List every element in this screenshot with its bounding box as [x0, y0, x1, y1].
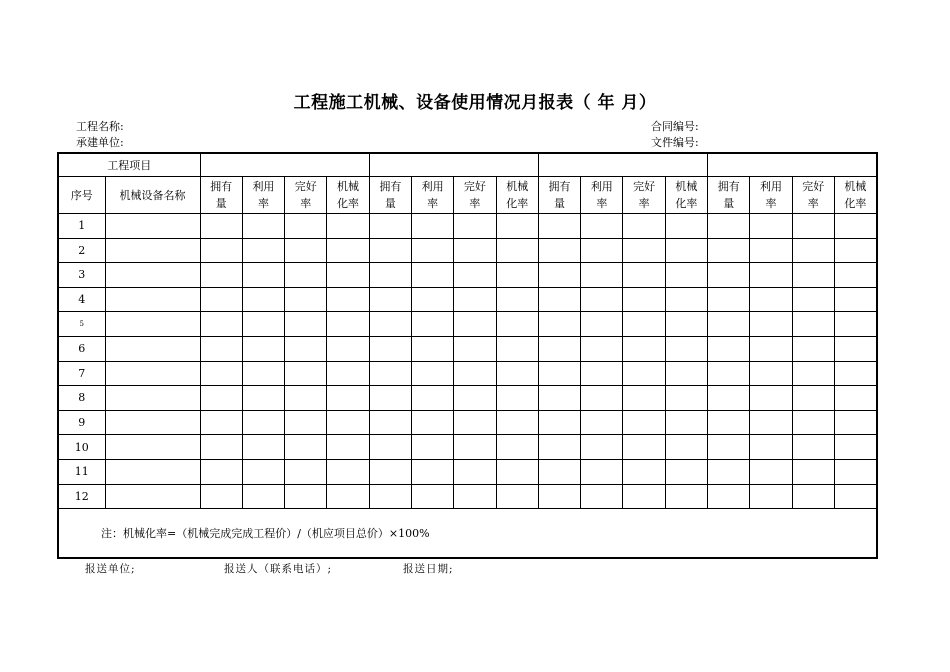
data-cell[interactable]: [834, 484, 876, 509]
data-cell[interactable]: [581, 214, 623, 239]
data-cell[interactable]: [242, 484, 284, 509]
data-cell[interactable]: [750, 238, 792, 263]
data-cell[interactable]: [538, 287, 580, 312]
data-cell[interactable]: [581, 287, 623, 312]
data-cell[interactable]: [708, 459, 750, 484]
metric-header-line: 完好: [633, 180, 656, 193]
data-cell[interactable]: [411, 238, 453, 263]
equipment-name-cell[interactable]: [105, 336, 200, 361]
data-cell[interactable]: [285, 459, 327, 484]
metric-header-line: 完好: [294, 180, 317, 193]
data-cell[interactable]: [411, 484, 453, 509]
data-cell[interactable]: [200, 459, 242, 484]
data-cell[interactable]: [242, 361, 284, 386]
metric-header-line: 机械: [844, 180, 867, 193]
data-cell[interactable]: [834, 435, 876, 460]
data-cell[interactable]: [623, 312, 665, 337]
equipment-name-cell[interactable]: [105, 361, 200, 386]
note-row: [58, 509, 877, 559]
metric-header: [581, 177, 623, 214]
data-cell[interactable]: [708, 214, 750, 239]
metric-header-line: 完好: [802, 180, 825, 193]
data-cell[interactable]: [708, 484, 750, 509]
data-cell[interactable]: [369, 386, 411, 411]
equipment-name-cell[interactable]: [105, 263, 200, 288]
data-cell[interactable]: [834, 312, 876, 337]
equipment-name-cell[interactable]: [105, 459, 200, 484]
data-cell[interactable]: [411, 287, 453, 312]
row-number: 7: [58, 361, 105, 386]
data-cell[interactable]: [581, 238, 623, 263]
contractor-label: 承建单位:: [76, 136, 124, 149]
data-cell[interactable]: [708, 410, 750, 435]
metric-header-line: 利用: [590, 180, 613, 193]
data-cell[interactable]: [496, 336, 538, 361]
data-cell[interactable]: [750, 484, 792, 509]
data-cell[interactable]: [750, 459, 792, 484]
data-cell[interactable]: [200, 263, 242, 288]
metric-header: [792, 177, 834, 214]
data-cell[interactable]: [538, 459, 580, 484]
data-cell[interactable]: [708, 263, 750, 288]
metric-header-line: 量: [215, 197, 227, 210]
data-cell[interactable]: [200, 484, 242, 509]
data-cell[interactable]: [538, 312, 580, 337]
data-cell[interactable]: [623, 435, 665, 460]
data-cell[interactable]: [411, 312, 453, 337]
data-cell[interactable]: [581, 459, 623, 484]
data-cell[interactable]: [581, 263, 623, 288]
equipment-report-table: [57, 152, 878, 559]
data-cell[interactable]: [285, 263, 327, 288]
data-cell[interactable]: [369, 312, 411, 337]
metric-header-line: 完好: [463, 180, 486, 193]
data-cell[interactable]: [285, 238, 327, 263]
data-cell[interactable]: [665, 238, 707, 263]
metric-header: [834, 177, 876, 214]
data-cell[interactable]: [750, 263, 792, 288]
data-cell[interactable]: [242, 287, 284, 312]
data-cell[interactable]: [411, 214, 453, 239]
row-number: 10: [58, 435, 105, 460]
data-cell[interactable]: [834, 386, 876, 411]
data-cell[interactable]: [581, 386, 623, 411]
data-cell[interactable]: [454, 238, 496, 263]
data-cell[interactable]: [834, 287, 876, 312]
data-cell[interactable]: [792, 287, 834, 312]
row-number: 6: [58, 336, 105, 361]
metric-header-line: 率: [257, 197, 269, 210]
data-cell[interactable]: [665, 459, 707, 484]
data-cell[interactable]: [285, 386, 327, 411]
data-cell[interactable]: [454, 435, 496, 460]
data-cell[interactable]: [369, 263, 411, 288]
data-cell[interactable]: [285, 336, 327, 361]
note-text: 注：机械化率=（机械完成完成工程价）/（机应项目总价）×100%: [58, 509, 877, 559]
footer-submitting-unit: 报送单位;: [85, 563, 136, 575]
data-cell[interactable]: [327, 238, 369, 263]
data-cell[interactable]: [665, 263, 707, 288]
data-cell[interactable]: [750, 435, 792, 460]
data-cell[interactable]: [665, 287, 707, 312]
data-cell[interactable]: [708, 287, 750, 312]
metric-header-line: 量: [384, 197, 396, 210]
data-cell[interactable]: [792, 214, 834, 239]
data-cell[interactable]: [454, 214, 496, 239]
data-cell[interactable]: [792, 459, 834, 484]
metric-header-line: 量: [723, 197, 735, 210]
data-cell[interactable]: [792, 336, 834, 361]
seq-header: 序号: [58, 177, 105, 214]
row-number: 8: [58, 386, 105, 411]
data-cell[interactable]: [411, 459, 453, 484]
footer-submitter: 报送人（联系电话）;: [224, 563, 333, 575]
row-number: 11: [58, 459, 105, 484]
project-name-label: 工程名称:: [76, 120, 124, 133]
data-cell[interactable]: [496, 312, 538, 337]
data-cell[interactable]: [708, 336, 750, 361]
data-cell[interactable]: [327, 410, 369, 435]
metric-header: [708, 177, 750, 214]
data-cell[interactable]: [454, 386, 496, 411]
equipment-name-cell[interactable]: [105, 238, 200, 263]
metric-header-line: 利用: [252, 180, 275, 193]
data-cell[interactable]: [454, 263, 496, 288]
data-cell[interactable]: [623, 459, 665, 484]
data-cell[interactable]: [792, 263, 834, 288]
metric-header-line: 率: [469, 197, 481, 210]
metric-header: [369, 177, 411, 214]
row-number: 1: [58, 214, 105, 239]
data-cell[interactable]: [242, 214, 284, 239]
project-item-label: 工程项目: [58, 153, 200, 177]
table-row: [58, 459, 877, 484]
metric-header-line: 利用: [760, 180, 782, 193]
data-cell[interactable]: [200, 361, 242, 386]
data-cell[interactable]: [369, 484, 411, 509]
data-cell[interactable]: [750, 361, 792, 386]
metric-header: [411, 177, 453, 214]
header-row-project: [58, 153, 877, 177]
data-cell[interactable]: [242, 410, 284, 435]
data-cell[interactable]: [834, 336, 876, 361]
equipment-name-cell[interactable]: [105, 312, 200, 337]
metric-header-line: 拥有: [548, 180, 571, 193]
table-row: [58, 435, 877, 460]
equipment-name-cell[interactable]: [105, 287, 200, 312]
equipment-name-header: 机械设备名称: [105, 177, 200, 214]
data-cell[interactable]: [285, 312, 327, 337]
data-cell[interactable]: [496, 287, 538, 312]
metric-header-line: 机械: [675, 180, 698, 193]
data-cell[interactable]: [327, 361, 369, 386]
data-cell[interactable]: [369, 361, 411, 386]
data-cell[interactable]: [454, 336, 496, 361]
metric-header-line: 化率: [675, 197, 698, 210]
metric-header-line: 率: [300, 197, 312, 210]
data-cell[interactable]: [327, 214, 369, 239]
project-item-cell[interactable]: [538, 153, 707, 177]
data-cell[interactable]: [411, 435, 453, 460]
data-cell[interactable]: [327, 287, 369, 312]
data-cell[interactable]: [792, 386, 834, 411]
file-no-label: 文件编号:: [651, 136, 699, 149]
data-cell[interactable]: [708, 386, 750, 411]
data-cell[interactable]: [496, 386, 538, 411]
header-row-columns: [58, 177, 877, 214]
data-cell[interactable]: [792, 410, 834, 435]
data-cell[interactable]: [496, 410, 538, 435]
contract-no-label: 合同编号:: [651, 120, 699, 133]
data-cell[interactable]: [496, 459, 538, 484]
data-cell[interactable]: [665, 336, 707, 361]
table-row: [58, 263, 877, 288]
data-cell[interactable]: [369, 287, 411, 312]
data-cell[interactable]: [708, 312, 750, 337]
data-cell[interactable]: [411, 336, 453, 361]
data-cell[interactable]: [834, 214, 876, 239]
data-cell[interactable]: [538, 336, 580, 361]
data-cell[interactable]: [285, 484, 327, 509]
data-cell[interactable]: [200, 214, 242, 239]
metric-header-line: 率: [765, 197, 777, 210]
data-cell[interactable]: [538, 484, 580, 509]
data-cell[interactable]: [454, 361, 496, 386]
row-number: 5: [58, 312, 105, 337]
data-cell[interactable]: [285, 410, 327, 435]
data-cell[interactable]: [708, 361, 750, 386]
table-row: [58, 336, 877, 361]
data-cell[interactable]: [327, 312, 369, 337]
data-cell[interactable]: [496, 361, 538, 386]
metric-header-line: 机械: [506, 180, 529, 193]
data-cell[interactable]: [581, 435, 623, 460]
data-cell[interactable]: [623, 484, 665, 509]
metric-header-line: 化率: [337, 197, 360, 210]
table-row: [58, 214, 877, 239]
data-cell[interactable]: [454, 484, 496, 509]
data-cell[interactable]: [242, 263, 284, 288]
data-cell[interactable]: [242, 238, 284, 263]
data-cell[interactable]: [369, 238, 411, 263]
data-cell[interactable]: [327, 386, 369, 411]
data-cell[interactable]: [496, 435, 538, 460]
row-number: 4: [58, 287, 105, 312]
equipment-name-cell[interactable]: [105, 484, 200, 509]
table-row: [58, 386, 877, 411]
data-cell[interactable]: [369, 435, 411, 460]
data-cell[interactable]: [538, 214, 580, 239]
data-cell[interactable]: [496, 484, 538, 509]
metric-header-line: 机械: [337, 180, 360, 193]
data-cell[interactable]: [200, 386, 242, 411]
data-cell[interactable]: [454, 287, 496, 312]
data-cell[interactable]: [581, 336, 623, 361]
metric-header-line: 率: [427, 197, 439, 210]
data-cell[interactable]: [792, 435, 834, 460]
data-cell[interactable]: [623, 214, 665, 239]
metric-header-line: 拥有: [717, 180, 740, 193]
data-cell[interactable]: [242, 312, 284, 337]
metric-header: [327, 177, 369, 214]
data-cell[interactable]: [665, 435, 707, 460]
data-cell[interactable]: [200, 238, 242, 263]
row-number: 9: [58, 410, 105, 435]
project-item-cell[interactable]: [369, 153, 538, 177]
equipment-name-cell[interactable]: [105, 214, 200, 239]
data-cell[interactable]: [834, 238, 876, 263]
data-cell[interactable]: [200, 287, 242, 312]
metric-header-line: 率: [596, 197, 608, 210]
project-item-cell[interactable]: [708, 153, 877, 177]
metric-header-line: 拥有: [210, 180, 233, 193]
data-cell[interactable]: [285, 435, 327, 460]
data-cell[interactable]: [454, 459, 496, 484]
data-cell[interactable]: [327, 459, 369, 484]
data-cell[interactable]: [708, 435, 750, 460]
data-cell[interactable]: [750, 336, 792, 361]
footer-submit-date: 报送日期;: [403, 563, 454, 575]
data-cell[interactable]: [200, 336, 242, 361]
table-row: [58, 287, 877, 312]
metric-header: [538, 177, 580, 214]
metric-header: [665, 177, 707, 214]
data-cell[interactable]: [834, 263, 876, 288]
project-item-cell[interactable]: [200, 153, 369, 177]
data-cell[interactable]: [834, 410, 876, 435]
metric-header-line: 率: [638, 197, 650, 210]
data-cell[interactable]: [411, 361, 453, 386]
data-cell[interactable]: [750, 214, 792, 239]
data-cell[interactable]: [792, 484, 834, 509]
data-cell[interactable]: [327, 435, 369, 460]
data-cell[interactable]: [538, 361, 580, 386]
data-cell[interactable]: [327, 336, 369, 361]
data-cell[interactable]: [285, 214, 327, 239]
metric-header-line: 化率: [844, 197, 867, 210]
metric-header: [285, 177, 327, 214]
metric-header-line: 率: [807, 197, 819, 210]
data-cell[interactable]: [327, 263, 369, 288]
data-cell[interactable]: [496, 238, 538, 263]
data-cell[interactable]: [581, 410, 623, 435]
data-cell[interactable]: [538, 410, 580, 435]
data-cell[interactable]: [665, 410, 707, 435]
data-cell[interactable]: [538, 238, 580, 263]
metric-header: [496, 177, 538, 214]
metric-header: [454, 177, 496, 214]
data-cell[interactable]: [369, 459, 411, 484]
equipment-name-cell[interactable]: [105, 410, 200, 435]
data-cell[interactable]: [496, 214, 538, 239]
data-cell[interactable]: [369, 214, 411, 239]
equipment-name-cell[interactable]: [105, 435, 200, 460]
metric-header: [750, 177, 792, 214]
data-cell[interactable]: [623, 410, 665, 435]
metric-header-line: 量: [554, 197, 566, 210]
data-cell[interactable]: [665, 484, 707, 509]
data-cell[interactable]: [496, 263, 538, 288]
metric-header-line: 化率: [506, 197, 529, 210]
table-row: [58, 238, 877, 263]
data-cell[interactable]: [285, 361, 327, 386]
data-cell[interactable]: [242, 336, 284, 361]
table-row: [58, 361, 877, 386]
data-cell[interactable]: [750, 410, 792, 435]
data-cell[interactable]: [623, 238, 665, 263]
row-number: 12: [58, 484, 105, 509]
equipment-name-cell[interactable]: [105, 386, 200, 411]
data-cell[interactable]: [665, 386, 707, 411]
data-cell[interactable]: [834, 459, 876, 484]
metric-header-line: 利用: [421, 180, 444, 193]
row-number: 2: [58, 238, 105, 263]
data-cell[interactable]: [750, 312, 792, 337]
row-number: 3: [58, 263, 105, 288]
data-cell[interactable]: [538, 435, 580, 460]
data-cell[interactable]: [285, 287, 327, 312]
data-cell[interactable]: [200, 312, 242, 337]
data-cell[interactable]: [623, 263, 665, 288]
data-cell[interactable]: [792, 361, 834, 386]
data-cell[interactable]: [750, 287, 792, 312]
metric-header: [242, 177, 284, 214]
data-cell[interactable]: [750, 386, 792, 411]
data-cell[interactable]: [538, 263, 580, 288]
data-cell[interactable]: [623, 336, 665, 361]
table-row: [58, 484, 877, 509]
data-cell[interactable]: [538, 386, 580, 411]
data-cell[interactable]: [411, 410, 453, 435]
data-cell[interactable]: [665, 361, 707, 386]
data-cell[interactable]: [411, 386, 453, 411]
table-row: [58, 312, 877, 337]
data-cell[interactable]: [242, 435, 284, 460]
data-cell[interactable]: [454, 410, 496, 435]
data-cell[interactable]: [242, 386, 284, 411]
data-cell[interactable]: [834, 361, 876, 386]
data-cell[interactable]: [242, 459, 284, 484]
data-cell[interactable]: [454, 312, 496, 337]
metric-header: [623, 177, 665, 214]
data-cell[interactable]: [792, 312, 834, 337]
report-title: 工程施工机械、设备使用情况月报表（ 年 月）: [293, 93, 657, 113]
data-cell[interactable]: [665, 312, 707, 337]
data-cell[interactable]: [665, 214, 707, 239]
data-cell[interactable]: [581, 312, 623, 337]
data-cell[interactable]: [369, 410, 411, 435]
data-cell[interactable]: [623, 361, 665, 386]
data-cell[interactable]: [200, 435, 242, 460]
metric-header: [200, 177, 242, 214]
data-cell[interactable]: [581, 484, 623, 509]
data-cell[interactable]: [411, 263, 453, 288]
data-cell[interactable]: [623, 386, 665, 411]
data-cell[interactable]: [708, 238, 750, 263]
table-row: [58, 410, 877, 435]
data-cell[interactable]: [623, 287, 665, 312]
data-cell[interactable]: [200, 410, 242, 435]
data-cell[interactable]: [581, 361, 623, 386]
data-cell[interactable]: [369, 336, 411, 361]
data-cell[interactable]: [327, 484, 369, 509]
data-cell[interactable]: [792, 238, 834, 263]
metric-header-line: 拥有: [379, 180, 402, 193]
